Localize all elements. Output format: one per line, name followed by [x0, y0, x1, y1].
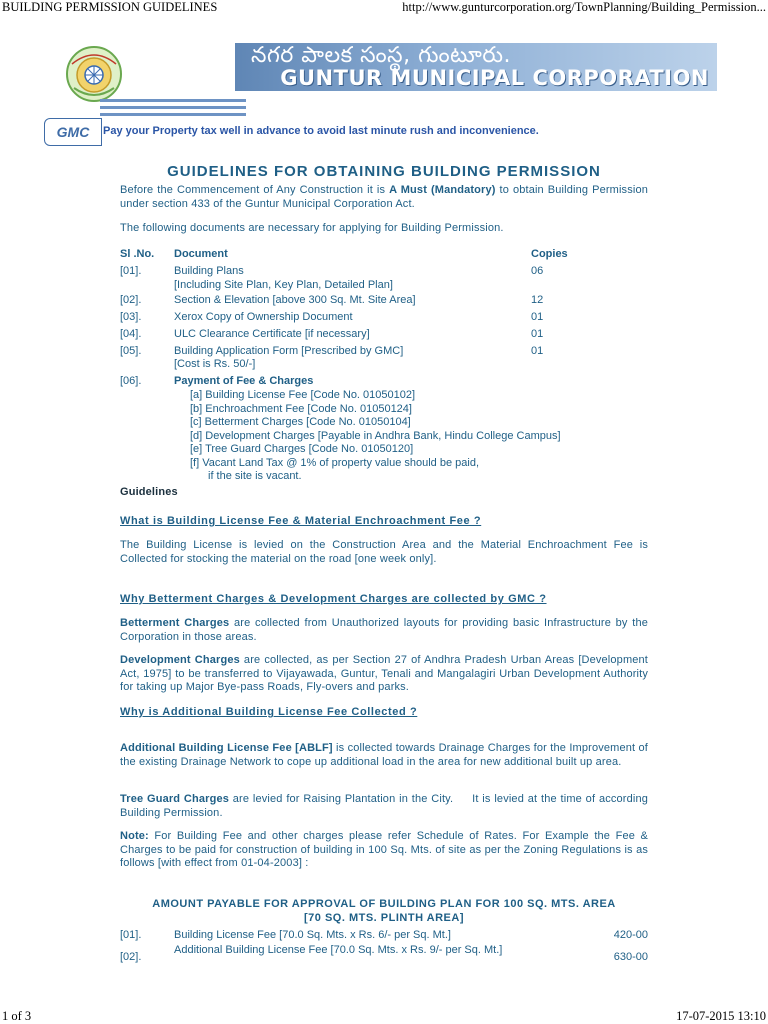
row-sl: [01].: [120, 265, 142, 277]
tree-guard-label: Tree Guard Charges: [120, 793, 229, 805]
list-item: [c] Betterment Charges [Code No. 01050104]: [190, 416, 411, 428]
betterment-paragraph: [120, 617, 648, 644]
banner-stripe: [100, 113, 246, 116]
row-copies: 01: [531, 345, 544, 357]
print-datetime: 17-07-2015 13:10: [676, 1009, 766, 1023]
intro-text: Before the Commencement of Any Construction it is: [120, 184, 390, 196]
row-sl: [02].: [120, 294, 142, 306]
gmc-logo-badge: GMC: [44, 118, 102, 146]
documents-needed-text: The following documents are necessary for applying for Building Permission.: [120, 222, 504, 234]
row-sl: [05].: [120, 345, 142, 357]
amount-table-title: [120, 897, 648, 925]
development-label: Development Charges: [120, 654, 240, 666]
header-sl: Sl .No.: [120, 248, 155, 260]
row-sl: [06].: [120, 375, 142, 387]
row-document: Section & Elevation [above 300 Sq. Mt. Site Area]: [174, 294, 416, 306]
page-title: GUIDELINES FOR OBTAINING BUILDING PERMISSION: [167, 163, 601, 180]
header-copies: Copies: [531, 248, 568, 260]
header-document: Document: [174, 248, 228, 260]
note-text: For Building Fee and other charges please refer Schedule of Rates. For Example the Fee & Charges to be paid for construction of building in 100 Sq. Mts. of site as per the Zoning Regulations is as follows [with effect from 01-04-2003] :: [120, 830, 648, 869]
row-amount: 420-00: [613, 929, 648, 941]
print-header-title: BUILDING PERMISSION GUIDELINES: [2, 0, 218, 14]
table-row: [120, 929, 648, 943]
tree-guard-paragraph: [120, 793, 652, 820]
gmc-emblem-icon: [64, 44, 124, 102]
corporation-banner: [235, 43, 717, 91]
row-sl: [04].: [120, 328, 142, 340]
banner-english-title: GUNTUR MUNICIPAL CORPORATION: [280, 66, 709, 90]
row-sl: [02].: [120, 951, 142, 963]
row-copies: 12: [531, 294, 544, 306]
fee-list: [190, 389, 561, 484]
ablf-text: is collected towards Drainage Charges for the Improvement of the existing Drainage Network to cope up additional load in the area for new additional built up area.: [120, 742, 648, 768]
list-item: [d] Development Charges [Payable in Andhra Bank, Hindu College Campus]: [190, 429, 561, 442]
row-sl: [01].: [120, 929, 142, 941]
betterment-label: Betterment Charges: [120, 617, 230, 629]
row-document: Xerox Copy of Ownership Document: [174, 311, 353, 323]
intro-must: A Must (Mandatory): [389, 184, 496, 196]
question-betterment: Why Betterment Charges & Development Charges are collected by GMC ?: [120, 593, 547, 605]
intro-paragraph: [120, 184, 648, 211]
row-copies: 06: [531, 265, 544, 277]
betterment-text: are collected from Unauthorized layouts for providing basic Infrastructure by the Corporation in those areas.: [120, 617, 648, 643]
row-document: Building Application Form [Prescribed by GMC]: [174, 345, 404, 357]
row-document: ULC Clearance Certificate [if necessary]: [174, 328, 370, 340]
row-copies: 01: [531, 311, 544, 323]
development-text: are collected, as per Section 27 of Andhra Pradesh Urban Areas [Development Act, 1975] to be transferred to Vijayawada, Guntur, Tenali and Mangalagiri Urban Development Authority for taking up Major Bye-pass Roads, Fly-overs and parks.: [120, 654, 648, 693]
row-document: Payment of Fee & Charges: [174, 375, 314, 387]
row-document-detail: [Cost is Rs. 50/-]: [174, 358, 256, 370]
ablf-label: Additional Building License Fee [ABLF]: [120, 742, 333, 754]
banner-stripe: [100, 99, 246, 102]
banner-stripe: [100, 106, 246, 109]
print-header-url: http://www.gunturcorporation.org/TownPlanning/Building_Permission...: [402, 0, 766, 14]
table-row: [120, 944, 648, 972]
list-item: if the site is vacant.: [208, 470, 302, 482]
row-description: Additional Building License Fee [70.0 Sq. Mts. x Rs. 9/- per Sq. Mt.]: [174, 944, 503, 956]
list-item: [b] Enchroachment Fee [Code No. 01050124]: [190, 402, 412, 415]
amount-title-line-1: AMOUNT PAYABLE FOR APPROVAL OF BUILDING PLAN FOR 100 SQ. MTS. AREA: [152, 898, 616, 910]
list-item: [a] Building License Fee [Code No. 01050102]: [190, 389, 416, 401]
row-description: Building License Fee [70.0 Sq. Mts. x Rs. 6/- per Sq. Mt.]: [174, 929, 451, 941]
row-document-detail: [Including Site Plan, Key Plan, Detailed Plan]: [174, 279, 393, 291]
ablf-paragraph: [120, 742, 648, 769]
row-document: Building Plans: [174, 265, 244, 277]
row-sl: [03].: [120, 311, 142, 323]
note-paragraph: [120, 830, 648, 871]
print-header: [0, 0, 768, 16]
row-amount: 630-00: [613, 951, 648, 963]
list-item: [f] Vacant Land Tax @ 1% of property value should be paid,: [190, 456, 479, 469]
amount-title-line-2: [70 SQ. MTS. PLINTH AREA]: [304, 912, 464, 924]
tree-guard-text: are levied for Raising Plantation in the City. It is levied at the time of according Building Permission.: [120, 793, 652, 819]
guidelines-label: Guidelines: [120, 486, 178, 498]
list-item: [e] Tree Guard Charges [Code No. 01050120]: [190, 443, 414, 455]
question-ablf: Why is Additional Building License Fee Collected ?: [120, 706, 418, 718]
development-paragraph: [120, 654, 648, 695]
page-number: 1 of 3: [2, 1009, 32, 1023]
question-license-fee: What is Building License Fee & Material Enchroachment Fee ?: [120, 515, 482, 527]
banner-telugu-title: నగర పాలక సంస్థ, గుంటూరు.: [251, 43, 512, 68]
intro-text-2: to obtain Building Permission under section 433 of the Guntur Municipal Corporation Act.: [120, 184, 648, 210]
note-label: Note:: [120, 830, 149, 842]
print-footer: [0, 1009, 768, 1024]
property-tax-tagline: Pay your Property tax well in advance to avoid last minute rush and inconvenience.: [103, 125, 539, 137]
row-copies: 01: [531, 328, 544, 340]
answer-license-fee: The Building License is levied on the Construction Area and the Material Enchroachment Fee is Collected for stocking the material on the road [one week only].: [120, 539, 648, 565]
